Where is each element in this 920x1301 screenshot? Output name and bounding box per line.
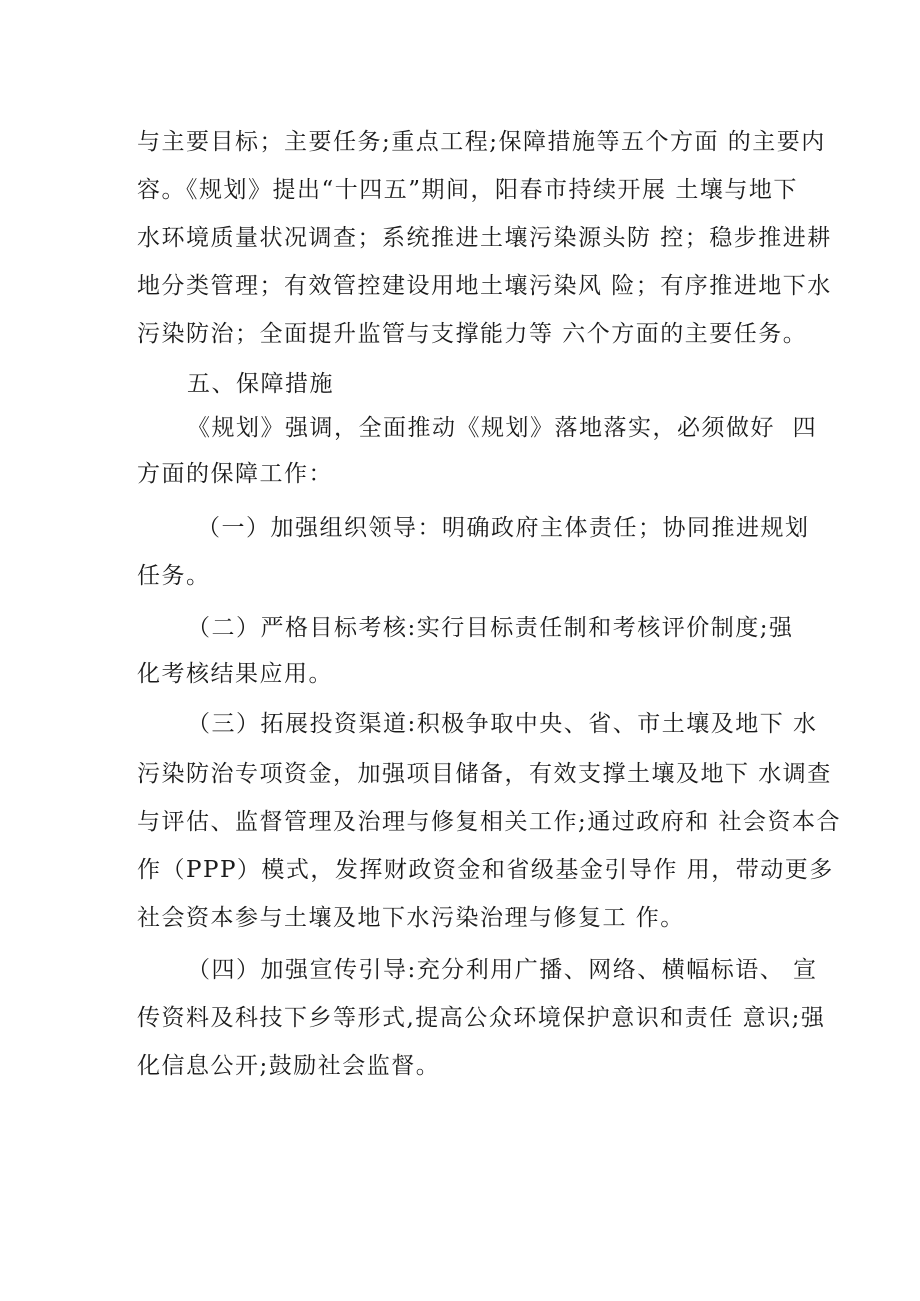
paragraph-2-line-2: 方面的保障工作： <box>137 461 333 487</box>
paragraph-1-line-1: 与主要目标；主要任务;重点工程;保障措施等五个方面 的主要内 <box>137 129 826 155</box>
paragraph-1-line-2: 容。《规划》提出“十四五”期间，阳春市持续开展 土壤与地下 <box>137 177 798 203</box>
item-3-line-1: （三）拓展投资渠道:积极争取中央、省、市土壤及地下 水 <box>187 711 818 737</box>
paragraph-1-line-4: 地分类管理；有效管控建设用地土壤污染风 险；有序推进地下水 <box>137 273 832 299</box>
item-3-line-3: 与评估、监督管理及治理与修复相关工作;通过政府和 社会资本合 <box>137 809 842 835</box>
paragraph-1-line-5: 污染防治；全面提升监管与支撑能力等 六个方面的主要任务。 <box>137 321 808 347</box>
item-2-line-2: 化考核结果应用。 <box>137 661 333 687</box>
item-1-line-1: （一）加强组织领导：明确政府主体责任；协同推进规划 <box>197 515 810 541</box>
item-1-line-2: 任务。 <box>137 563 211 589</box>
paragraph-1-line-3: 水环境质量状况调查；系统推进土壤污染源头防 控；稳步推进耕 <box>137 225 832 251</box>
item-4-line-1: （四）加强宣传引导:充分利用广播、网络、横幅标语、 宣 <box>187 957 818 983</box>
item-3-line-2: 污染防治专项资金，加强项目储备，有效支撑土壤及地下 水调查 <box>137 761 832 787</box>
item-4-line-2: 传资料及科技下乡等形式,提高公众环境保护意识和责任 意识;强 <box>137 1005 826 1031</box>
item-3-line-5: 社会资本参与土壤及地下水污染治理与修复工 作。 <box>137 905 685 931</box>
item-3-line-4: 作（PPP）模式，发挥财政资金和省级基金引导作 用，带动更多 <box>137 857 834 883</box>
item-2-line-1: （二）严格目标考核:实行目标责任制和考核评价制度;强 <box>187 615 794 641</box>
item-4-line-3: 化信息公开;鼓励社会监督。 <box>137 1053 441 1079</box>
section-heading: 五、保障措施 <box>187 371 334 397</box>
paragraph-2-line-1: 《规划》强调，全面推动《规划》落地落实，必须做好 四 <box>187 415 818 441</box>
